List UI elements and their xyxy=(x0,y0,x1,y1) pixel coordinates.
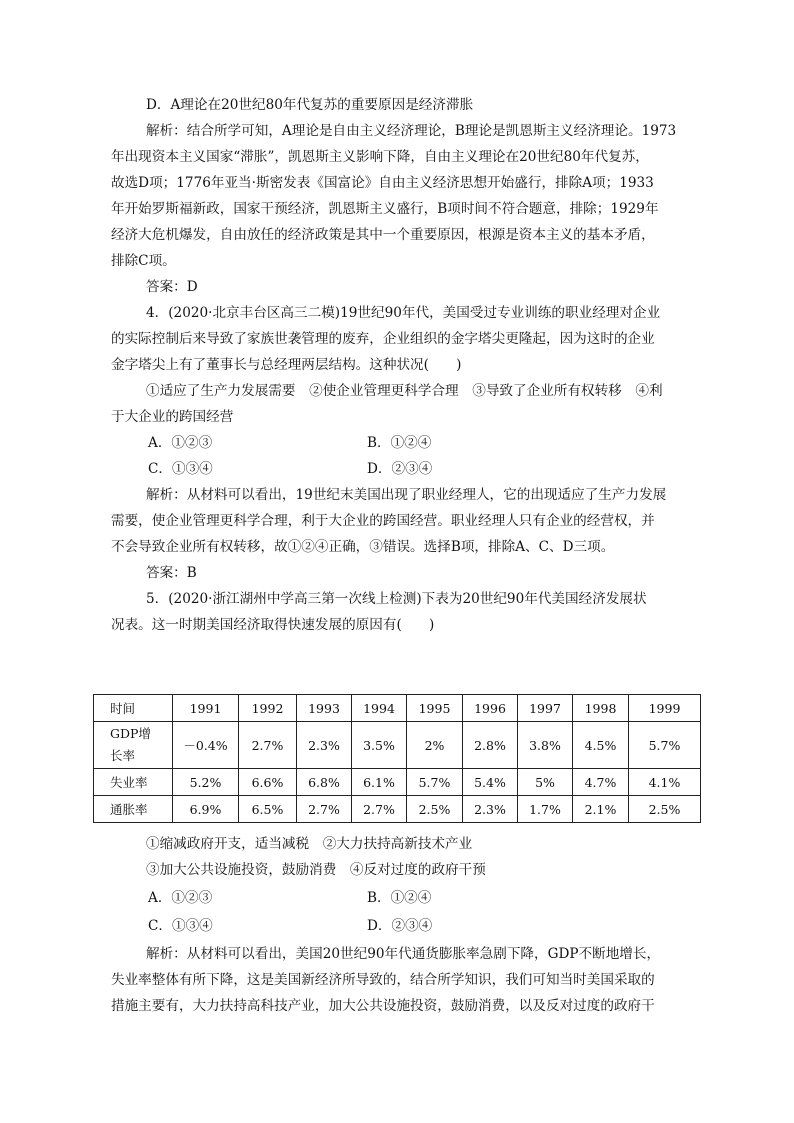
table-cell: 6.6% xyxy=(239,769,297,796)
table-cell: 5.7% xyxy=(407,769,463,796)
table-row-label xyxy=(94,722,173,769)
table-cell: 2.3% xyxy=(297,722,352,769)
table-cell: 1991 xyxy=(173,695,239,722)
table-row-unemployment xyxy=(94,769,701,796)
table-cell: 4.5% xyxy=(573,722,629,769)
q5-option-b: B．①②④ xyxy=(367,890,432,906)
table-cell: 2.7% xyxy=(297,796,352,823)
q5-option-d: D．②③④ xyxy=(367,918,433,934)
table-cell: 3.5% xyxy=(352,722,407,769)
table-cell: －0.4% xyxy=(173,722,239,769)
analysis-line: 年出现资本主义国家“滞胀”，凯恩斯主义影响下降，自由主义理论在20世纪80年代复苏， xyxy=(111,149,649,165)
table-cell: 5.2% xyxy=(173,769,239,796)
table-cell: 1998 xyxy=(573,695,629,722)
table-cell: 5.7% xyxy=(629,722,701,769)
table-cell: 1.7% xyxy=(518,796,573,823)
table-cell: 6.5% xyxy=(239,796,297,823)
gdp-label-line: 长率 xyxy=(110,748,136,763)
analysis-line: 解析：结合所学可知，A理论是自由主义经济理论，B理论是凯恩斯主义经济理论。1973 xyxy=(146,123,677,139)
question-4-items: ①适应了生产力发展需要 ②使企业管理更科学合理 ③导致了企业所有权转移 ④利 xyxy=(146,383,663,399)
q4-option-a: A．①②③ xyxy=(148,435,213,451)
table-header-row xyxy=(94,695,701,722)
table-cell: 2.7% xyxy=(352,796,407,823)
analysis-line: 排除C项。 xyxy=(111,253,176,269)
table-cell: 4.7% xyxy=(573,769,629,796)
table-cell: 2.5% xyxy=(407,796,463,823)
table-row-inflation xyxy=(94,796,701,823)
table-cell: 1993 xyxy=(297,695,352,722)
table-cell: 5% xyxy=(518,769,573,796)
q5-option-c: C．①③④ xyxy=(148,918,213,934)
table-cell: 1995 xyxy=(407,695,463,722)
table-cell: 4.1% xyxy=(629,769,701,796)
table-cell: 3.8% xyxy=(518,722,573,769)
table-cell: 2.7% xyxy=(239,722,297,769)
table-cell: 1999 xyxy=(629,695,701,722)
question-5-items: ①缩减政府开支，适当减税 ②大力扶持高新技术产业 xyxy=(146,836,473,852)
table-row-label: 通胀率 xyxy=(94,796,173,823)
question-4-stem: 金字塔尖上有了董事长与总经理两层结构。这种状况( ) xyxy=(111,357,462,373)
table-row-gdp xyxy=(94,722,701,769)
analysis-line: 年开始罗斯福新政，国家干预经济，凯恩斯主义盛行，B项时间不符合题意，排除；1929年 xyxy=(111,201,659,217)
table-cell: 1997 xyxy=(518,695,573,722)
table-cell: 2% xyxy=(407,722,463,769)
question-5-stem: 况表。这一时期美国经济取得快速发展的原因有( ) xyxy=(111,617,435,633)
table-row-label: 失业率 xyxy=(94,769,173,796)
analysis-line: 经济大危机爆发，自由放任的经济政策是其中一个重要原因，根源是资本主义的基本矛盾， xyxy=(111,227,655,243)
table-cell: 2.3% xyxy=(463,796,518,823)
question-4-items: 于大企业的跨国经营 xyxy=(111,409,234,425)
analysis-line: 解析：从材料可以看出，美国20世纪90年代通货膨胀率急剧下降，GDP不断地增长， xyxy=(146,946,661,962)
table-cell: 2.5% xyxy=(629,796,701,823)
answer-line: 答案：D xyxy=(146,279,198,295)
analysis-line: 解析：从材料可以看出，19世纪末美国出现了职业经理人，它的出现适应了生产力发展 xyxy=(146,487,667,503)
table-cell: 6.8% xyxy=(297,769,352,796)
table-cell: 1994 xyxy=(352,695,407,722)
question-5-items: ③加大公共设施投资，鼓励消费 ④反对过度的政府干预 xyxy=(146,862,486,878)
question-5-stem: 5．(2020·浙江湖州中学高三第一次线上检测)下表为20世纪90年代美国经济发展状 xyxy=(146,591,647,607)
gdp-label-line: GDP增 xyxy=(110,726,151,741)
table-cell: 5.4% xyxy=(463,769,518,796)
answer-line: 答案：B xyxy=(146,565,197,581)
analysis-line: 失业率整体有所下降，这是美国新经济所导致的，结合所学知识，我们可知当时美国采取的 xyxy=(111,972,655,988)
question-4-stem: 4．(2020·北京丰台区高三二模)19世纪90年代，美国受过专业训练的职业经理对企业 xyxy=(146,305,661,321)
table-cell: 1996 xyxy=(463,695,518,722)
us-economy-table xyxy=(93,694,701,823)
q5-option-a: A．①②③ xyxy=(148,890,213,906)
q4-option-d: D．②③④ xyxy=(367,461,433,477)
table-cell: 2.1% xyxy=(573,796,629,823)
table-cell: 6.1% xyxy=(352,769,407,796)
analysis-line: 不会导致企业所有权转移，故①②④正确，③错误。选择B项，排除A、C、D三项。 xyxy=(111,539,615,555)
analysis-line: 措施主要有，大力扶持高科技产业，加大公共设施投资，鼓励消费，以及反对过度的政府干 xyxy=(111,998,655,1014)
option-d-text: D．A理论在20世纪80年代复苏的重要原因是经济滞胀 xyxy=(146,97,474,113)
analysis-line: 故选D项；1776年亚当·斯密发表《国富论》自由主义经济思想开始盛行，排除A项；1933 xyxy=(111,175,654,191)
table-cell: 2.8% xyxy=(463,722,518,769)
table-cell: 6.9% xyxy=(173,796,239,823)
analysis-line: 需要，使企业管理更科学合理，利于大企业的跨国经营。职业经理人只有企业的经营权，并 xyxy=(111,513,655,529)
q4-option-b: B．①②④ xyxy=(367,435,432,451)
question-4-stem: 的实际控制后来导致了家族世袭管理的废弃，企业组织的金字塔尖更隆起，因为这时的企业 xyxy=(111,331,655,347)
table-cell: 1992 xyxy=(239,695,297,722)
q4-option-c: C．①③④ xyxy=(148,461,213,477)
table-cell: 时间 xyxy=(94,695,173,722)
